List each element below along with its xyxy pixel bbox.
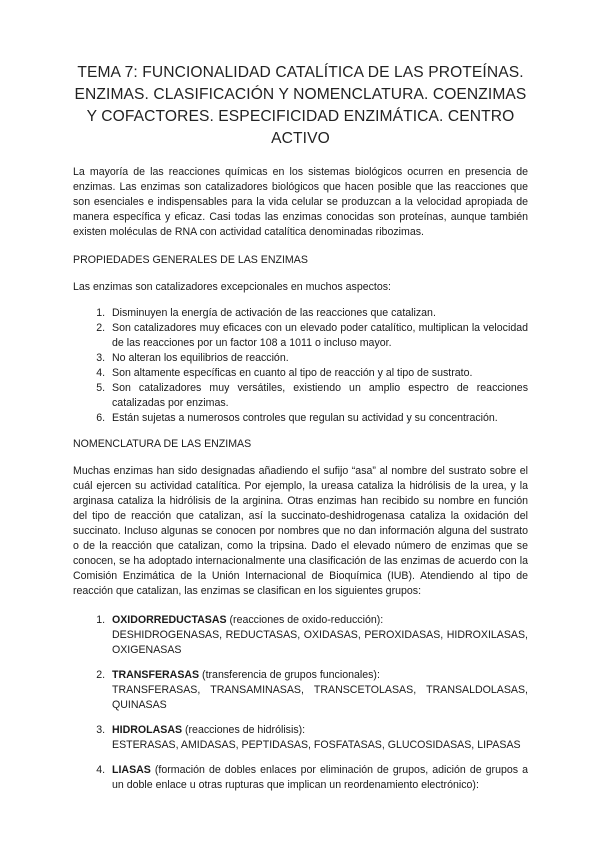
- class-name: OXIDORREDUCTASAS: [112, 614, 227, 626]
- list-item: [108, 613, 528, 658]
- class-description: (transferencia de grupos funcionales):: [199, 669, 380, 681]
- list-item: [108, 763, 528, 793]
- list-item: 1. Disminuyen la energía de activación de las reacciones que catalizan.: [108, 306, 528, 321]
- class-name: HIDROLASAS: [112, 724, 183, 736]
- class-description: (reacciones de oxido-reducción):: [226, 614, 384, 626]
- list-item: 2. Son catalizadores muy eficaces con un elevado poder catalítico, multiplican la velocidad de las reacciones por un factor 108 a 1011 o incluso mayor.: [108, 321, 528, 351]
- list-item: 4. Son altamente específicas en cuanto al tipo de reacción y al tipo de sustrato.: [108, 366, 528, 381]
- nomenclature-paragraph: Muchas enzimas han sido designadas añadiendo el sufijo “asa” al nombre del sustrato sobre el cuál ejercen su actividad catalítica. Por ejemplo, la ureasa cataliza la hidrólisis de la urea, y la arginasa cataliza la hidrólisis de la arginina. Otras enzimas han recibido su nombre en función del tipo de reacción que catalizan, así la succinato-deshidrogenasa cataliza la oxidación del succinato. Incluso algunas se conocen por nombres que no dan información alguna del sustrato o de la reacción que catalizan, como la tripsina. Dado el elevado número de enzimas que se conocen, se ha adoptado internacionalmente una clasificación de las enzimas de acuerdo con la Comisión Enzimática de la Unión Internacional de Bioquímica (IUB). Atendiendo al tipo de reacción que catalizan, las enzimas se clasifican en los siguientes grupos:: [73, 465, 528, 597]
- enzyme-classes-list: [73, 613, 528, 793]
- class-description: (reacciones de hidrólisis):: [182, 724, 306, 736]
- section-heading-properties: PROPIEDADES GENERALES DE LAS ENZIMAS: [73, 254, 308, 266]
- properties-lead: Las enzimas son catalizadores excepcionales en muchos aspectos:: [73, 281, 391, 293]
- section-heading-nomenclature: NOMENCLATURA DE LAS ENZIMAS: [73, 438, 252, 450]
- properties-list: [73, 306, 528, 426]
- intro-paragraph: La mayoría de las reacciones químicas en los sistemas biológicos ocurren en presencia de enzimas. Las enzimas son catalizadores biológicos que hacen posible que las reacciones que son esenciales e indispensables para la vida celular se produzcan a la velocidad apropiada de manera específica y eficaz. Casi todas las enzimas conocidas son proteínas, aunque también existen moléculas de RNA con actividad catalítica denominadas ribozimas.: [73, 166, 528, 238]
- class-name: TRANSFERASAS: [112, 669, 200, 681]
- class-examples: ESTERASAS, AMIDASAS, PEPTIDASAS, FOSFATASAS, GLUCOSIDASAS, LIPASAS: [112, 739, 521, 751]
- class-examples: TRANSFERASAS, TRANSAMINASAS, TRANSCETOLASAS, TRANSALDOLASAS, QUINASAS: [112, 684, 528, 711]
- document-title: TEMA 7: FUNCIONALIDAD CATALÍTICA DE LAS PROTEÍNAS. ENZIMAS. CLASIFICACIÓN Y NOMENCLATURA. COENZIMAS Y COFACTORES. ESPECIFICIDAD ENZIMÁTICA. CENTRO ACTIVO: [74, 64, 527, 147]
- class-description: (formación de dobles enlaces por eliminación de grupos, adición de grupos a un doble enlace u otras rupturas que implican un reordenamiento electrónico):: [112, 764, 528, 791]
- list-item: 6. Están sujetas a numerosos controles que regulan su actividad y su concentración.: [108, 411, 528, 426]
- list-item: 5. Son catalizadores muy versátiles, existiendo un amplio espectro de reacciones catalizadas por enzimas.: [108, 381, 528, 411]
- class-examples: DESHIDROGENASAS, REDUCTASAS, OXIDASAS, PEROXIDASAS, HIDROXILASAS, OXIGENASAS: [112, 629, 528, 656]
- list-item: [108, 723, 528, 753]
- list-item: 3. No alteran los equilibrios de reacción.: [108, 351, 528, 366]
- class-name: LIASAS: [112, 764, 151, 776]
- list-item: [108, 668, 528, 713]
